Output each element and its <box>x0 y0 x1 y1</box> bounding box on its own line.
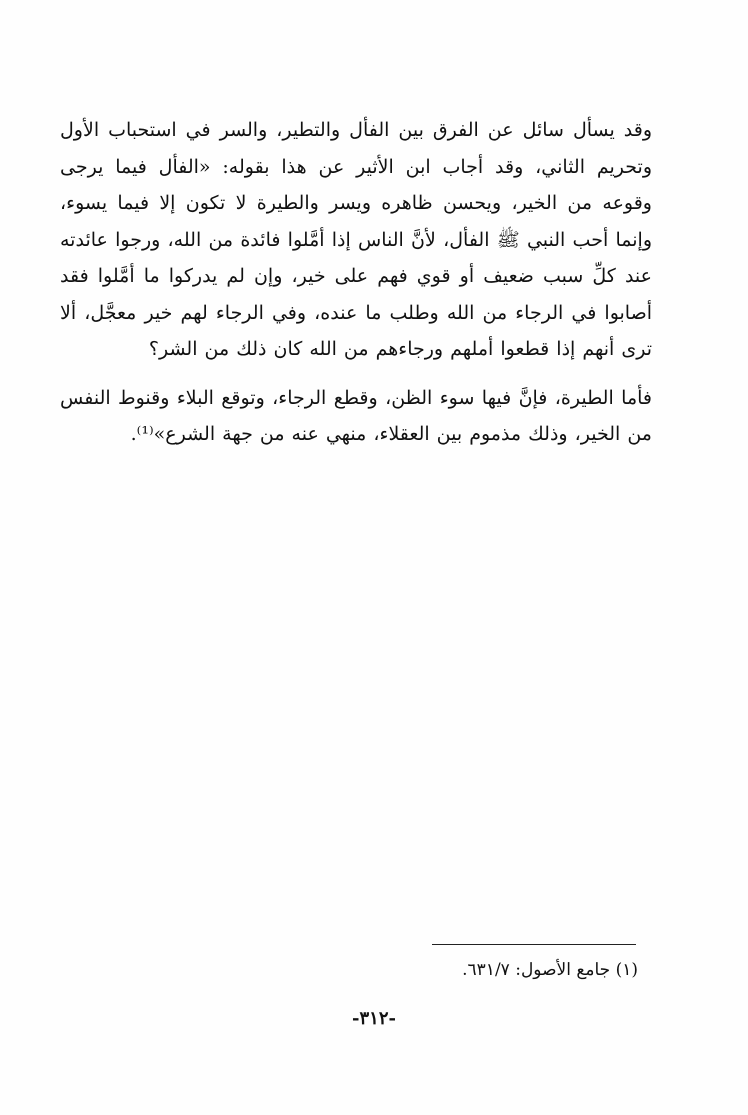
paragraph-1: وقد يسأل سائل عن الفرق بين الفأل والتطير، والسر في استحباب الأول وتحريم الثاني، وقد أجاب ابن الأثير عن هذا بقوله: «الفأل فيما يرجى وقوعه من الخير، ويحسن ظاهره ويسر والطيرة لا تكون إلا فيما يسوء، وإنما أحب النبي ﷺ الفأل، لأنَّ الناس إذا أمَّلوا فائدة من الله، ورجوا عائدته عند كلِّ سبب ضعيف أو قوي فهم على خير، وإن لم يدركوا ما أمَّلوا فقد أصابوا في الرجاء من الله وطلب ما عنده، وفي الرجاء لهم خير معجَّل، ألا ترى أنهم إذا قطعوا أملهم ورجاءهم من الله كان ذلك من الشر؟ <box>60 119 652 360</box>
main-text-block <box>60 112 652 453</box>
footnote: (١) جامع الأصول: ٦٣١/٧. <box>462 960 638 980</box>
paragraph-2: فأما الطيرة، فإنَّ فيها سوء الظن، وقطع الرجاء، وتوقع البلاء وقنوط النفس من الخير، وذلك مذموم بين العقلاء، منهي عنه من جهة الشرع»⁽¹⁾. <box>60 386 652 445</box>
footnote-separator <box>432 944 636 945</box>
page-number: -٣١٢- <box>352 1008 396 1029</box>
